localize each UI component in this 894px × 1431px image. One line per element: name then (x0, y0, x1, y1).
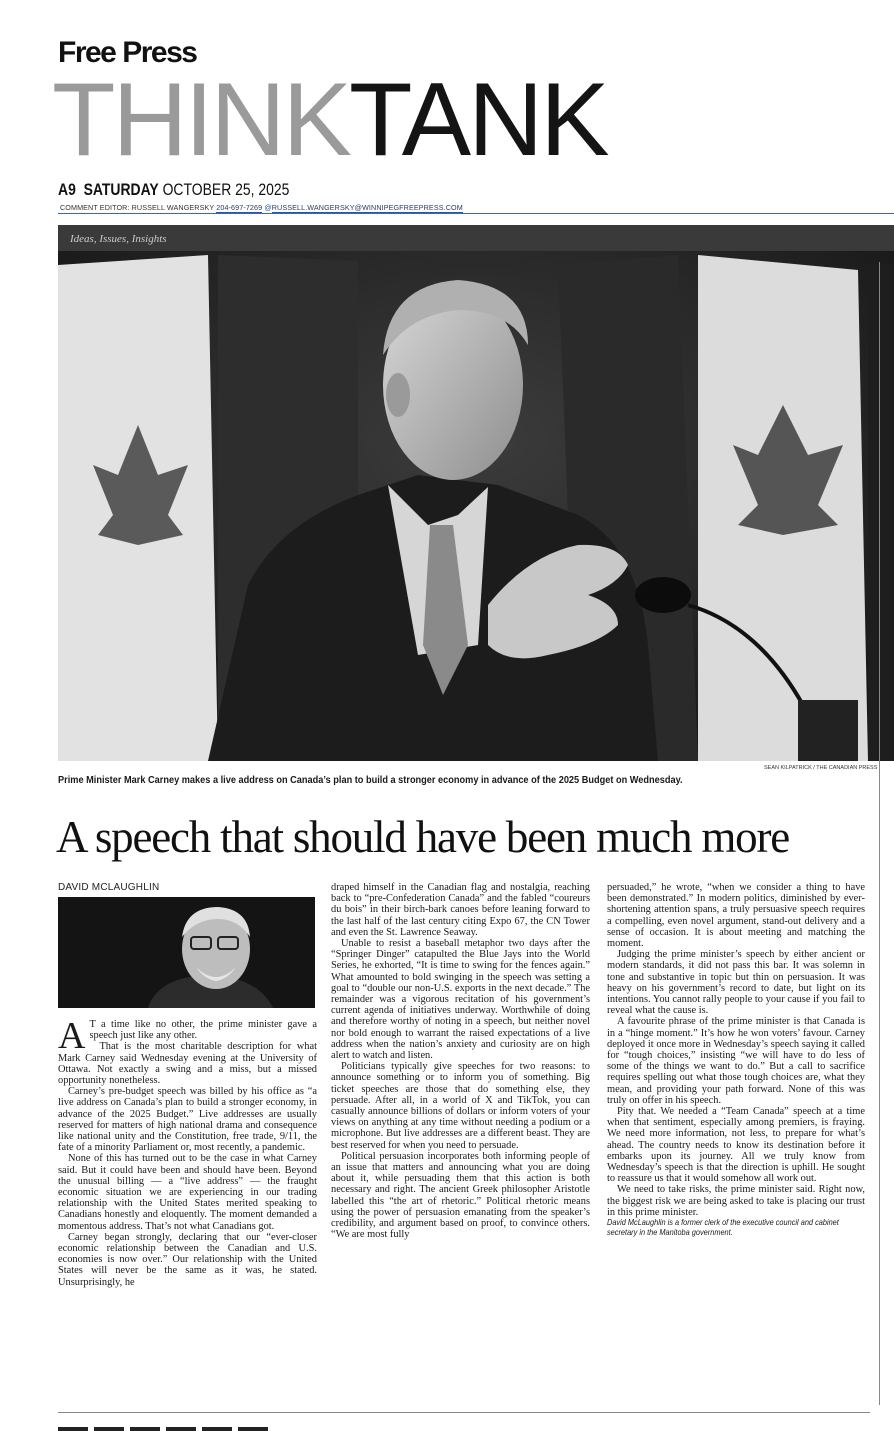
paragraph (58, 1015, 317, 1057)
section-title (52, 62, 607, 178)
paragraph: Politicians typically give speeches for two reasons: to announce something or to inform you of something. Big ticket speeches are those that do something else, they persuade. After all, in a world of X and TikTok, you can casually announce billions of dollars or inform voters of your views on anything at any time without needing a podium or a microphone. But live addresses are a different beast. They are best reserved for when you need to persuade. (331, 1061, 590, 1151)
drop-cap: A (58, 1015, 86, 1057)
paragraph: Pity that. We needed a “Team Canada” speech at a time when that sentiment, especially among premiers, is fraying. We need more information, not less, to prepare for what’s ahead. The country needs to know its destination before it embarks upon its journey. All we truly know from Wednesday’s speech is that the direction is uphill. He sought to reassure us that it would somehow all work out. (607, 1106, 865, 1185)
page-number: A9 (58, 180, 76, 199)
article-byline: DAVID MCLAUGHLIN (58, 882, 160, 893)
editor-contact (60, 203, 463, 212)
header-divider (58, 213, 894, 214)
paragraph: We need to take risks, the prime minister said. Right now, the biggest risk we are being asked to take is placing our trust in this prime minister. (607, 1184, 865, 1218)
next-article-headline-cropped (58, 1418, 458, 1431)
paragraph: draped himself in the Canadian flag and nostalgia, reaching back to “pre-Confederation Canada” and the fabled “coureurs du bois” in their birch-bark canoes before leaning forward to the last half of the last century citing Expo 67, the CN Tower and even the St. Lawrence Seaway. (331, 882, 590, 938)
author-portrait (58, 897, 315, 1008)
brand-logo: Free Press (58, 36, 197, 69)
article-column-1 (58, 1015, 317, 1288)
editor-email[interactable]: RUSSELL.WANGERSKY@WINNIPEGFREEPRESS.COM (271, 203, 463, 212)
paragraph: None of this has turned out to be the case in what Carney said. But it could have been and should have been. Beyond the unusual billing — a “live address” — the fraught economic situation we are experiencing in our trading relationship with the United States merited speaking to Canadians honestly and eloquently. The moment demanded a momentous address. That’s not what Canadians got. (58, 1153, 317, 1232)
paragraph: Judging the prime minister’s speech by either ancient or modern standards, it did not pass this bar. It was solemn in tone and substantive in topic but thin on persuasion. It was heavy on his government’s record to date, but light on its intentions. You cannot rally people to your cause if you fail to reveal what the cause is. (607, 949, 865, 1017)
email-icon: @ (264, 203, 272, 212)
section-title-tank: TANK (349, 62, 607, 178)
paragraph: Political persuasion incorporates both informing people of an issue that matters and announcing what you are doing about it, while persuading them that this action is both necessary and right. The ancient Greek philosopher Aristotle labelled this “the art of rhetoric.” Political rhetoric means using the power of persuasion emanating from the speaker’s credibility, and argument based on proof, to convince others. “We are most fully (331, 1150, 590, 1241)
editor-phone[interactable]: 204-697-7269 (216, 203, 263, 212)
dateline (58, 180, 289, 200)
paragraph: Unable to resist a baseball metaphor two days after the “Springer Dinger” catapulted the Blue Jays into the World Series, he exhorted, “It is time to swing for the fences again.” What amounted to bold swinging in the speech was setting a goal to “double our non-U.S. exports in the next decade.” The remainder was a vigorous recitation of his government’s current agenda of initiatives underway. Worthwhile of doing and therefore worthy of noting in a speech, but neither novel nor bold enough to warrant the raised expectations of a live address when the nation’s anxiety and curiosity are on high alert to watch and listen. (331, 938, 590, 1062)
main-photo (58, 225, 894, 761)
section-title-think: THINK (52, 62, 349, 178)
author-photo (58, 897, 315, 1008)
paragraph: Carney’s pre-budget speech was billed by his office as “a live address on Canada’s plan to build a stronger economy, in advance of the 2025 Budget.” Live addresses are usually reserved for matters of high national drama and consequence like national unity and the Constitution, free trade, 9/11, the fate of a minority Parliament or, most recently, a pandemic. (58, 1086, 317, 1154)
column-divider (879, 262, 880, 1405)
author-bio: David McLaughlin is a former clerk of the executive council and cabinet secretary in the Manitoba government. (607, 1218, 839, 1238)
paragraph: A favourite phrase of the prime minister is that Canada is in a “hinge moment.” It’s how he won voters’ favour. Carney deployed it once more in Wednesday’s speech saying it called for “tough choices,” insisting “we will have to do less of some of the things we want to do.” But a call to sacrifice requires spelling out what those tough choices are, what they mean, and providing your path forward. None of this was truly on offer in his speech. (607, 1016, 865, 1106)
main-photo-illustration (58, 225, 894, 761)
photo-caption: Prime Minister Mark Carney makes a live address on Canada’s plan to build a stronger economy in advance of the 2025 Budget on Wednesday. (58, 775, 683, 786)
paragraph: Carney began strongly, declaring that our “ever-closer economic relationship between the Canadian and U.S. economies is now over.” Our relationship with the United States will never be the same as it was, he stated. Unsurprisingly, he (58, 1231, 317, 1288)
bottom-divider (58, 1412, 870, 1413)
photo-credit: SEAN KILPATRICK / THE CANADIAN PRESS (764, 765, 878, 771)
paragraph-text: T a time like no other, the prime minister gave a speech just like any other. (89, 1019, 317, 1042)
article-column-3 (607, 882, 865, 1238)
photo-section-tag: Ideas, Issues, Insights (70, 233, 167, 245)
editor-label: COMMENT EDITOR: RUSSELL WANGERSKY (60, 203, 215, 212)
dateline-day: SATURDAY (83, 180, 159, 199)
paragraph: persuaded,” he wrote, “when we consider a thing to have been demonstrated.” In modern politics, diminished by ever-shortening attention spans, a truly persuasive speech requires a compelling, even novel argument, stand-out delivery and a sense of occasion. It is about meeting and matching the moment. (607, 882, 865, 950)
article-column-2 (331, 882, 590, 1241)
dateline-date: OCTOBER 25, 2025 (162, 180, 290, 199)
paragraph: That is the most charitable description for what Mark Carney said Wednesday evening at the University of Ottawa. Not exactly a swing and a miss, but a missed opportunity nonetheless. (58, 1041, 317, 1087)
article-headline: A speech that should have been much more (56, 812, 790, 862)
